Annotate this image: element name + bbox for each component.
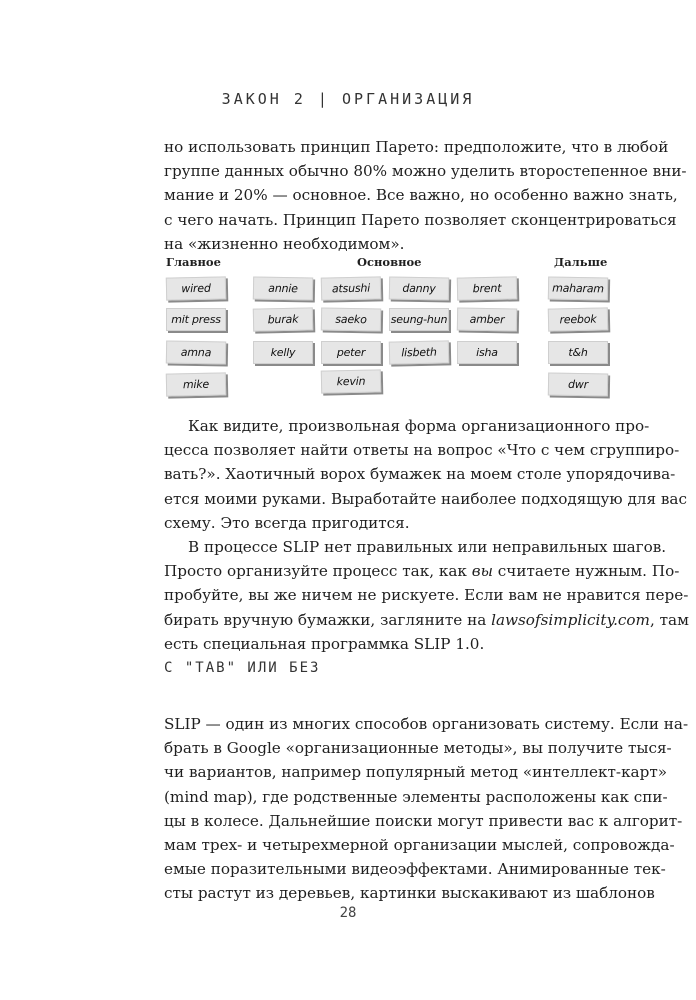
paragraph-slip — [164, 535, 689, 656]
text-line: но использовать принцип Парето: предположите, что в любой — [164, 138, 669, 156]
emphasis: вы — [471, 562, 493, 581]
text-line: ется моими руками. Выработайте наиболее подходящую для вас — [164, 489, 687, 508]
slip-danny: danny — [389, 276, 449, 300]
running-head: ЗАКОН 2 | ОРГАНИЗАЦИЯ — [221, 90, 475, 108]
text-line: есть специальная программка SLIP 1.0. — [164, 634, 485, 653]
column-header-basic: Основное — [357, 255, 422, 269]
text-line — [164, 559, 680, 583]
text-line: цесса позволяет найти ответы на вопрос «Что с чем сгруппиро- — [164, 441, 680, 460]
text-line: группе данных обычно 80% можно уделить второстепенное вни- — [164, 162, 687, 181]
text-line: схему. Это всегда пригодится. — [164, 513, 410, 532]
text-line: на «жизненно необходимом». — [164, 234, 405, 253]
slip-t-and-h: t&h — [548, 341, 608, 364]
slip-lisbeth: lisbeth — [389, 340, 449, 364]
text-line: с чего начать. Принцип Парето позволяет сконцентрироваться — [164, 210, 677, 229]
slip-wired: wired — [166, 276, 226, 300]
slip-amber: amber — [457, 307, 517, 331]
slip-dwr: dwr — [548, 372, 608, 396]
text-fragment: бирать вручную бумажки, загляните на — [164, 610, 492, 629]
slip-saeko: saeko — [321, 307, 381, 331]
slip-burak: burak — [253, 307, 313, 331]
text-fragment: Просто организуйте процесс так, как — [164, 562, 472, 581]
slip-isha: isha — [457, 341, 517, 364]
text-line — [164, 608, 689, 632]
text-line: Как видите, произвольная форма организационного про- — [188, 417, 650, 435]
text-line: пробуйте, вы же ничем не рискуете. Если вам не нравится пере- — [164, 586, 689, 605]
slip-annie: annie — [253, 276, 313, 300]
column-header-later: Дальше — [554, 255, 608, 269]
slip-peter: peter — [321, 341, 381, 364]
paragraph-methods — [164, 712, 689, 906]
text-fragment: , там — [649, 610, 689, 629]
column-header-main: Главное — [166, 255, 221, 269]
text-line: емые поразительными видеоэффектами. Анимированные тек- — [164, 860, 666, 879]
slip-mike: mike — [166, 372, 226, 396]
text-line: вать?». Хаотичный ворох бумажек на моем столе упорядочива- — [164, 465, 676, 484]
text-line: В процессе SLIP нет правильных или неправильных шагов. — [188, 538, 667, 556]
slip-maharam: maharam — [548, 276, 608, 300]
slip-amna: amna — [166, 340, 226, 364]
paragraph-pareto — [164, 135, 687, 256]
section-heading: С "ТАВ" ИЛИ БЕЗ — [164, 660, 321, 676]
text-line: брать в Google «организационные методы», вы получите тыся- — [164, 739, 672, 758]
slip-kelly: kelly — [253, 341, 313, 364]
text-line: мание и 20% — основное. Все важно, но особенно важно знать, — [164, 186, 678, 205]
slip-atsushi: atsushi — [321, 276, 381, 300]
slip-seung-hun: seung-hun — [389, 308, 449, 331]
text-line: чи вариантов, например популярный метод «интеллект-карт» — [164, 763, 668, 782]
slip-mit-press: mit press — [166, 308, 226, 331]
text-fragment: считаете нужным. По- — [492, 562, 680, 581]
paragraph-organization — [164, 414, 687, 535]
text-line: (mind map), где родственные элементы расположены как спи- — [164, 787, 668, 806]
website-link: lawsofsimplicity.com — [491, 610, 650, 629]
text-line: мам трех- и четырехмерной организации мыслей, сопровожда- — [164, 836, 675, 855]
slip-reebok: reebok — [548, 307, 608, 331]
text-line: сты растут из деревьев, картинки выскакивают из шаблонов — [164, 884, 655, 903]
text-line: цы в колесе. Дальнейшие поиски могут привести вас к алгорит- — [164, 811, 683, 830]
slip-brent: brent — [457, 276, 517, 300]
page-number: 28 — [339, 905, 357, 921]
text-line: SLIP — один из многих способов организовать систему. Если на- — [164, 715, 689, 733]
slip-kevin: kevin — [321, 369, 381, 393]
